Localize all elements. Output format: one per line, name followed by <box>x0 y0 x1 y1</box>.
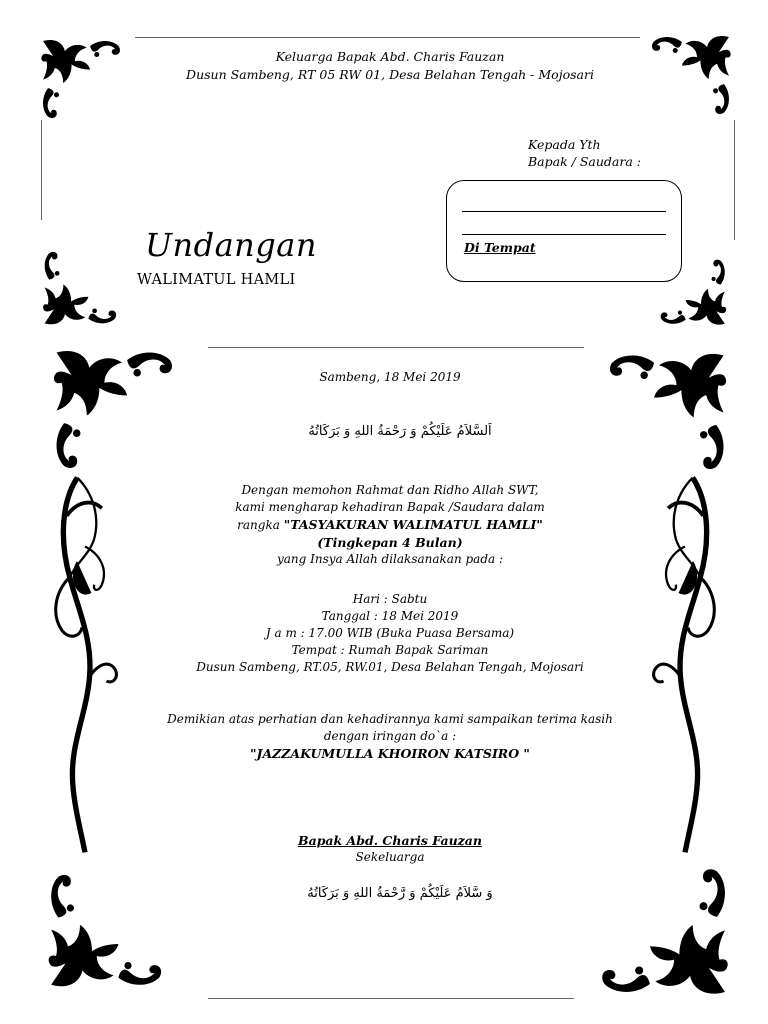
corner-ornament-letter-bottom-left <box>44 866 164 998</box>
side-vine-left <box>40 470 130 860</box>
family-name-line: Keluarga Bapak Abd. Charis Fauzan <box>275 49 505 64</box>
intro-line-4: yang Insya Allah dilaksanakan pada : <box>276 552 504 566</box>
closing-paragraph <box>140 711 640 762</box>
closing-line-2: dengan iringan do`a : <box>323 729 457 743</box>
closing-line-1: Demikian atas perhatian dan kehadirannya kami sampaikan terima kasih <box>167 712 613 726</box>
farewell-arabic: وَ سَّلاَمُ عَلَيْكُمْ وَ رَّحْمَةُ اللهِ وَ بَرَكَاتُهُ <box>307 886 493 901</box>
address-box <box>446 180 682 282</box>
event-date: Tanggal : 18 Mei 2019 <box>321 609 459 623</box>
recipient-to: Kepada Yth <box>528 137 601 152</box>
signature-name: Bapak Abd. Charis Fauzan <box>298 833 482 848</box>
family-header <box>120 48 660 84</box>
intro-rangka: rangka <box>237 518 280 532</box>
side-vine-right <box>640 470 730 860</box>
signature-role: Sekeluarga <box>355 850 425 864</box>
intro-paragraph <box>160 482 620 568</box>
corner-ornament-letter-top-right <box>602 348 736 472</box>
place-date: Sambeng, 18 Mei 2019 <box>319 370 461 384</box>
event-place: Tempat : Rumah Bapak Sariman <box>291 643 489 657</box>
recipient-name: Bapak / Saudara : <box>528 154 641 169</box>
event-day: Hari : Sabtu <box>352 592 428 606</box>
event-time: J a m : 17.00 WIB (Buka Puasa Bersama) <box>265 626 515 640</box>
envelope-right-border <box>734 120 735 240</box>
recipient-block <box>528 136 641 170</box>
corner-ornament-top-left <box>38 36 122 120</box>
address-line-1 <box>462 211 666 212</box>
event-name: "TASYAKURAN WALIMATUL HAMLI" <box>283 517 543 532</box>
letter-top-border <box>208 347 584 348</box>
intro-line-2: kami mengharap kehadiran Bapak /Saudara dalam <box>235 500 545 514</box>
greeting-arabic: اَلسَّلاَمُ عَلَيْكُمْ وَ رَحْمَةُ اللهِ وَ بَرَكَاتُهُ <box>308 424 492 439</box>
intro-line-1: Dengan memohon Rahmat dan Ridho Allah SWT, <box>241 483 539 497</box>
family-address-line: Dusun Sambeng, RT 05 RW 01, Desa Belahan Tengah - Mojosari <box>186 67 594 82</box>
corner-ornament-top-right <box>650 32 734 116</box>
event-detail: (Tingkepan 4 Bulan) <box>317 535 463 550</box>
corner-ornament-mid-left <box>38 250 120 328</box>
intro-line-3 <box>160 516 620 534</box>
event-place-address: Dusun Sambeng, RT.05, RW.01, Desa Belahan Tengah, Mojosari <box>196 660 584 674</box>
invitation-title: Undangan <box>145 226 317 264</box>
di-tempat: Di Tempat <box>464 240 536 255</box>
address-line-2 <box>462 234 666 235</box>
envelope-left-border <box>41 120 42 220</box>
corner-ornament-letter-bottom-right <box>598 866 734 1000</box>
event-details <box>140 591 640 676</box>
envelope-top-border <box>135 37 640 38</box>
prayer-text: "JAZZAKUMULLA KHOIRON KATSIRO " <box>250 746 530 761</box>
letter-bottom-border <box>208 998 574 999</box>
corner-ornament-letter-top-left <box>42 345 182 471</box>
invitation-subtitle: WALIMATUL HAMLI <box>137 272 296 288</box>
signature-block <box>230 832 550 866</box>
